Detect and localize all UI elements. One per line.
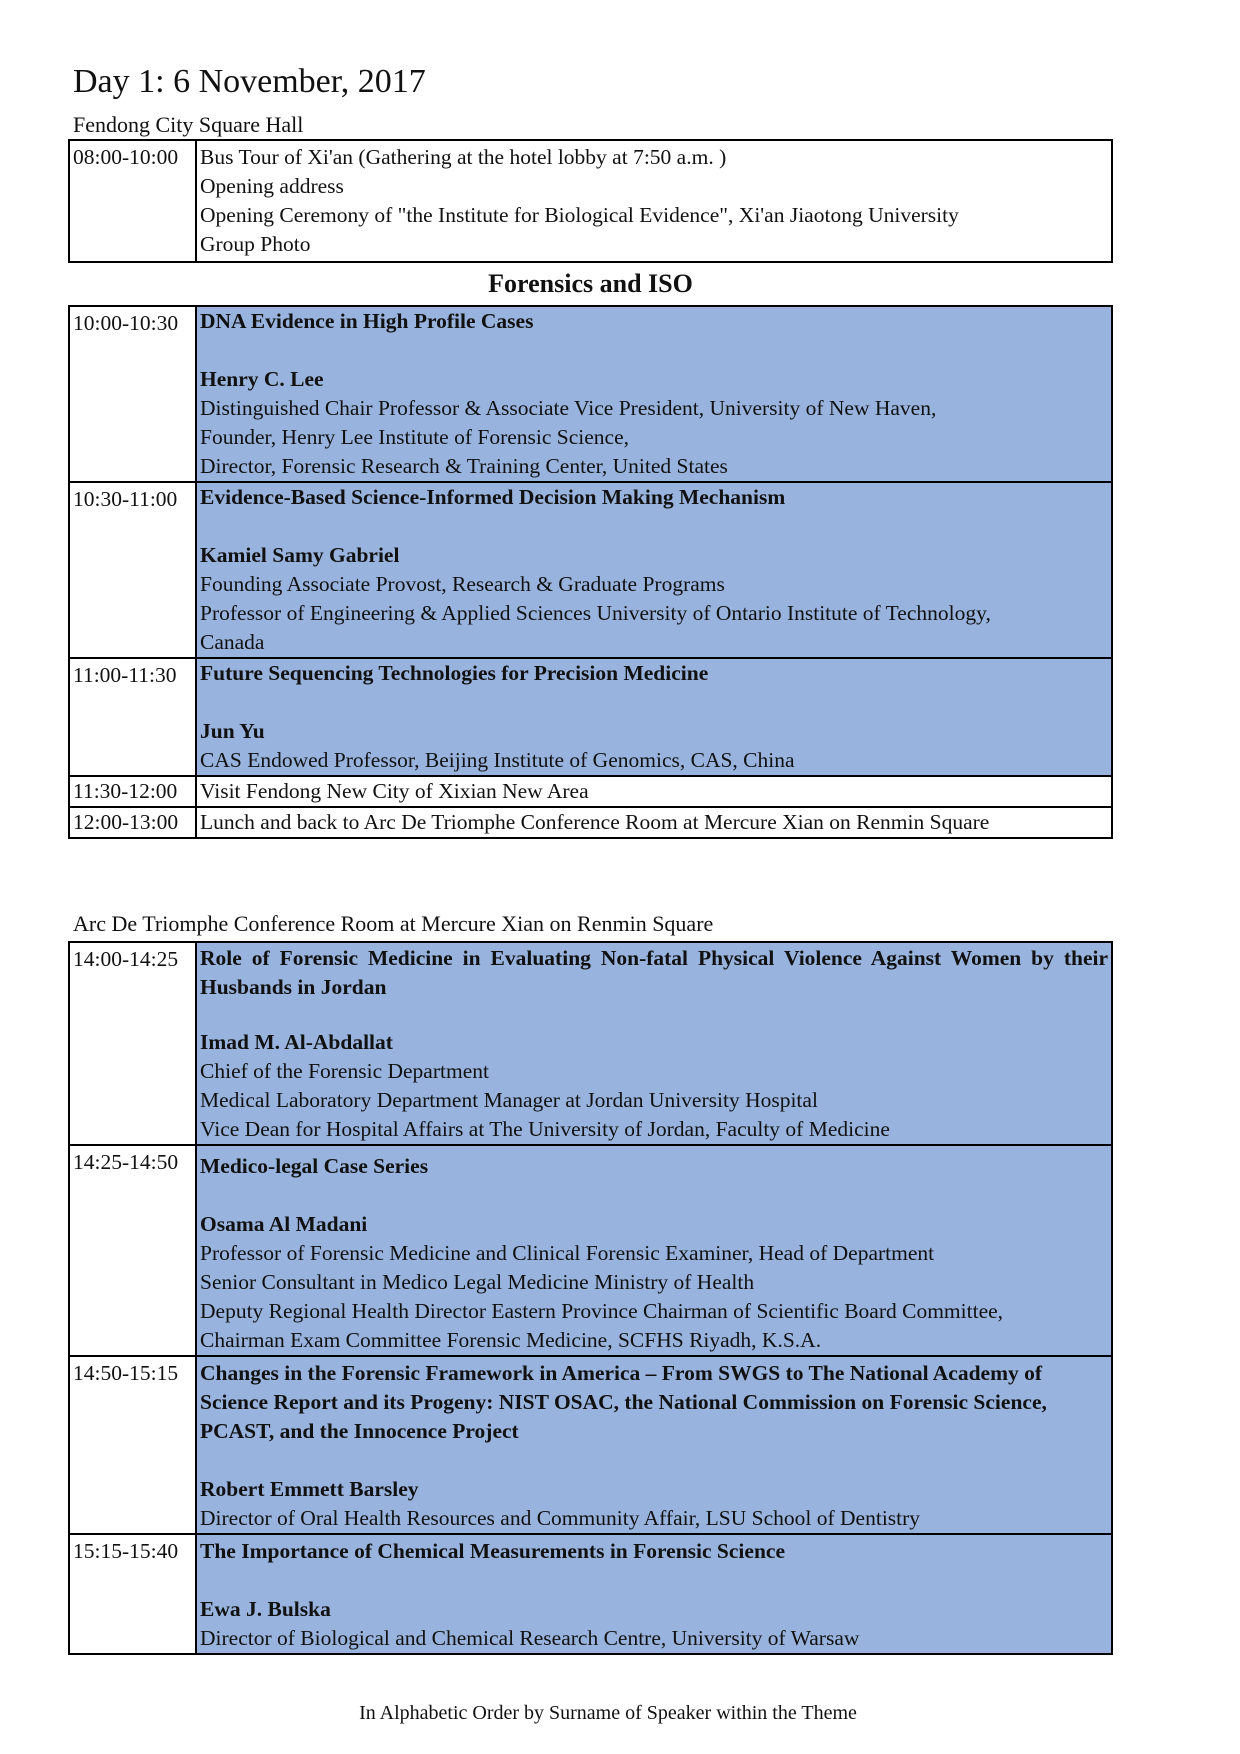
table-row [69, 1356, 1112, 1534]
table-row [69, 140, 1112, 262]
table-row [69, 776, 1112, 807]
speaker-name: Robert Emmett Barsley [200, 1477, 419, 1501]
spacer [200, 1181, 1108, 1210]
time-cell: 14:00-14:25 [69, 942, 196, 1145]
talk-title: Medico-legal Case Series [200, 1154, 429, 1178]
venue-afternoon: Arc De Triomphe Conference Room at Mercure Xian on Renmin Square [73, 911, 714, 936]
talk-title: Changes in the Forensic Framework in America – From SWGS to The National Academy of Science Report and its Progeny: NIST OSAC, the National Commission on Forensic Science, PCAST, and the Innocence Project [200, 1361, 1047, 1443]
spacer [200, 1446, 1108, 1475]
affiliation-line: Professor of Forensic Medicine and Clinical Forensic Examiner, Head of Department [200, 1241, 935, 1265]
talk-cell [196, 306, 1112, 482]
talk-title: The Importance of Chemical Measurements in Forensic Science [200, 1539, 785, 1563]
talk-title: Evidence-Based Science-Informed Decision Making Mechanism [200, 485, 786, 509]
misc-cell: Visit Fendong New City of Xixian New Area [196, 776, 1112, 807]
time-cell: 14:25-14:50 [69, 1145, 196, 1356]
footer-note: In Alphabetic Order by Surname of Speaker within the Theme [359, 1702, 857, 1724]
table-row [69, 1534, 1112, 1654]
affiliation-line: Founder, Henry Lee Institute of Forensic Science, [200, 425, 630, 449]
talk-title: Role of Forensic Medicine in Evaluating Non-fatal Physical Violence Against Women by their Husbands in Jordan [200, 946, 1108, 999]
affiliation-line: Vice Dean for Hospital Affairs at The University of Jordan, Faculty of Medicine [200, 1117, 890, 1141]
affiliation-line: Senior Consultant in Medico Legal Medicine Ministry of Health [200, 1270, 755, 1294]
time-cell: 15:15-15:40 [69, 1534, 196, 1654]
opening-table [68, 139, 1113, 263]
time-cell: 10:30-11:00 [69, 482, 196, 658]
opening-line: Bus Tour of Xi'an (Gathering at the hotel lobby at 7:50 a.m. ) [200, 145, 727, 169]
affiliation-line: Founding Associate Provost, Research & Graduate Programs [200, 572, 725, 596]
affiliation-line: Director, Forensic Research & Training Center, United States [200, 454, 728, 478]
spacer [200, 1002, 1108, 1028]
venue-morning: Fendong City Square Hall [73, 112, 304, 137]
affiliation-line: Chief of the Forensic Department [200, 1059, 489, 1083]
opening-line: Opening address [200, 174, 344, 198]
affiliation-line: Distinguished Chair Professor & Associate Vice President, University of New Haven, [200, 396, 937, 420]
table-row [69, 482, 1112, 658]
spacer [200, 336, 1108, 365]
speaker-name: Osama Al Madani [200, 1212, 368, 1236]
affiliation-line: Chairman Exam Committee Forensic Medicine, SCFHS Riyadh, K.S.A. [200, 1328, 822, 1352]
table-row [69, 306, 1112, 482]
speaker-name: Imad M. Al-Abdallat [200, 1030, 393, 1054]
talk-cell [196, 942, 1112, 1145]
affiliation-line: CAS Endowed Professor, Beijing Institute of Genomics, CAS, China [200, 748, 795, 772]
time-cell: 10:00-10:30 [69, 306, 196, 482]
section-heading: Forensics and ISO [488, 269, 693, 298]
speaker-name: Jun Yu [200, 719, 265, 743]
affiliation-line: Professor of Engineering & Applied Sciences University of Ontario Institute of Technology, [200, 601, 991, 625]
spacer [200, 688, 1108, 717]
afternoon-session-table [68, 941, 1113, 1655]
opening-cell [196, 140, 1112, 262]
talk-cell [196, 482, 1112, 658]
time-cell: 14:50-15:15 [69, 1356, 196, 1534]
affiliation-line: Director of Biological and Chemical Research Centre, University of Warsaw [200, 1626, 860, 1650]
affiliation-line: Canada [200, 630, 265, 654]
time-cell: 12:00-13:00 [69, 807, 196, 838]
day-title: Day 1: 6 November, 2017 [73, 63, 426, 100]
talk-cell [196, 1145, 1112, 1356]
affiliation-line: Deputy Regional Health Director Eastern Province Chairman of Scientific Board Committee, [200, 1299, 1004, 1323]
talk-cell [196, 658, 1112, 776]
spacer [200, 1566, 1108, 1595]
spacer [200, 512, 1108, 541]
table-row [69, 807, 1112, 838]
time-cell: 08:00-10:00 [69, 140, 196, 262]
affiliation-line: Director of Oral Health Resources and Community Affair, LSU School of Dentistry [200, 1506, 921, 1530]
talk-cell [196, 1356, 1112, 1534]
speaker-name: Kamiel Samy Gabriel [200, 543, 400, 567]
speaker-name: Henry C. Lee [200, 367, 324, 391]
table-row [69, 658, 1112, 776]
opening-line: Group Photo [200, 232, 311, 256]
time-cell: 11:00-11:30 [69, 658, 196, 776]
opening-line: Opening Ceremony of "the Institute for Biological Evidence", Xi'an Jiaotong University [200, 203, 959, 227]
affiliation-line: Medical Laboratory Department Manager at Jordan University Hospital [200, 1088, 818, 1112]
time-cell: 11:30-12:00 [69, 776, 196, 807]
talk-cell [196, 1534, 1112, 1654]
table-row [69, 942, 1112, 1145]
table-row [69, 1145, 1112, 1356]
talk-title: Future Sequencing Technologies for Precision Medicine [200, 661, 709, 685]
speaker-name: Ewa J. Bulska [200, 1597, 331, 1621]
morning-session-table [68, 305, 1113, 839]
misc-cell: Lunch and back to Arc De Triomphe Conference Room at Mercure Xian on Renmin Square [196, 807, 1112, 838]
talk-title: DNA Evidence in High Profile Cases [200, 309, 534, 333]
